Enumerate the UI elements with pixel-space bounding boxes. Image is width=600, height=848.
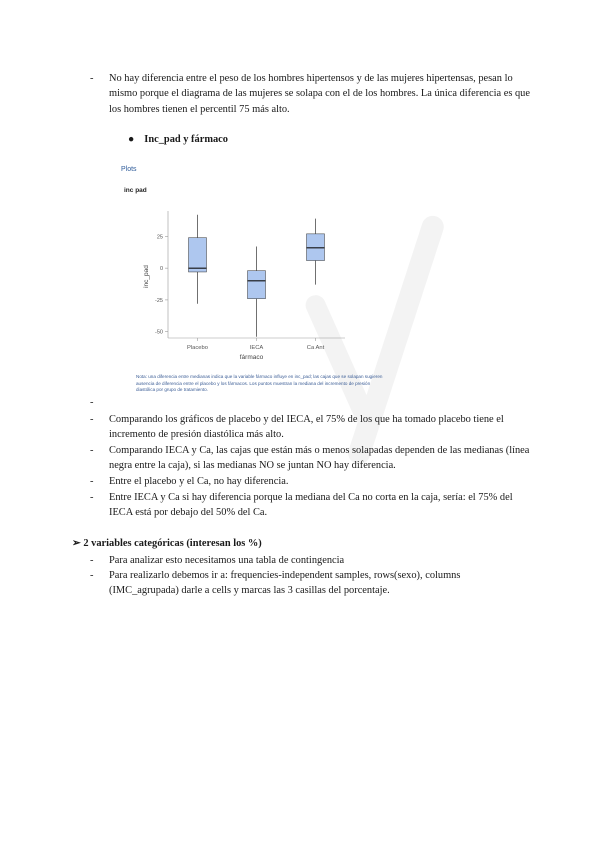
comparison-item: - Entre IECA y Ca si hay diferencia porque la mediana del Ca no corta en la caja, sería: el 75% del IECA está por debajo del 50% del Ca. — [90, 492, 513, 519]
intro-note: - No hay diferencia entre el peso de los hombres hipertensos y de las mujeres hipertensas, pesan lo mismo porque el diagrama de las mujeres se solapa con el de los hombres. La única diferencia es que los hombres tienen el percentil 75 más alto. — [90, 73, 530, 115]
section-item: - Para analizar esto necesitamos una tabla de contingencia — [90, 555, 345, 566]
section-item: - Para realizarlo debemos ir a: frequencies-independent samples, rows(sexo), columns (IMC_agrupada) darle a cells y marcas las 3 casillas del porcentaje. — [90, 570, 461, 597]
comparison-item: - Comparando los gráficos de placebo y del IECA, el 75% de los que ha tomado placebo tiene el incremento de presión diastólica más alto. — [90, 414, 504, 441]
bullet-heading-text: Inc_pad y fármaco — [144, 134, 228, 145]
y-tick-label: 25 — [156, 234, 163, 241]
x-tick-label: Placebo — [187, 345, 208, 351]
section-heading — [72, 537, 262, 549]
iqr-box — [307, 234, 325, 261]
plot-caption: Nota: una diferencia entre medianas indica que la variable fármaco influye en inc_pad; las cajas que se solapan sugieren ausencia de diferencia entre el placebo y los fármacos. Los puntos muestran la mediana del incremento de presión diastólica por grupo de tratamiento. — [136, 374, 383, 393]
box-ieca — [248, 247, 266, 337]
x-axis-label: fármaco — [239, 354, 264, 361]
y-axis-label: inc_pad — [143, 265, 150, 288]
x-tick-label: IECA — [249, 345, 264, 351]
comparison-item: - Entre el placebo y el Ca, no hay diferencia. — [90, 476, 289, 487]
y-tick-label: -25 — [155, 297, 163, 304]
x-tick-label: Ca Ant — [306, 345, 325, 351]
section-title: 2 variables categóricas (interesan los %) — [83, 538, 262, 549]
box-placebo — [189, 215, 207, 304]
comparison-item: - Comparando IECA y Ca, las cajas que están más o menos solapadas dependen de las medianas (línea negra entre la caja), si las medianas NO se juntan NO hay diferencia. — [90, 445, 530, 472]
plot-title: inc pad — [124, 187, 147, 194]
y-tick-label: 0 — [159, 266, 163, 273]
y-tick-label: -50 — [155, 329, 163, 336]
iqr-box — [189, 238, 207, 272]
box-ca-ant — [307, 219, 325, 285]
bullet-marker: ● — [128, 134, 135, 145]
section-marker: ➢ — [72, 538, 81, 549]
iqr-box — [248, 271, 266, 299]
plots-tab-label: Plots — [121, 166, 137, 173]
